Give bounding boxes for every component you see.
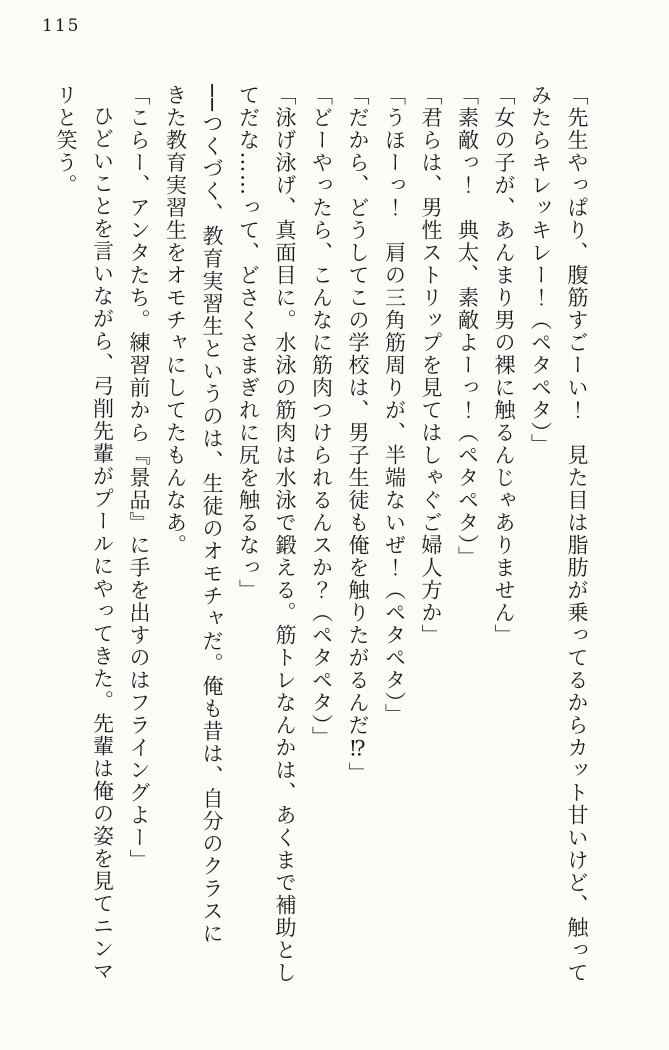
text-line: 「うほーっ！ 肩の三角筋周りが、半端ないぜ！（ペタペタ）」 (382, 84, 407, 726)
text-line: 「先生やっぱり、腹筋すごーい！ 見た目は脂肪が乗ってるからカット甘いけど、触って (565, 84, 589, 984)
page-text (48, 84, 596, 1006)
page-number: 115 (42, 16, 81, 36)
text-line: 「こらー、アンタたち。練習前から『景品』に手を出すのはフライングよー」 (127, 84, 151, 872)
text-line: 「だから、どうしてこの学校は、男子生徒も俺を触りたがるんだ⁉」 (346, 84, 370, 785)
text-line: リと笑う。 (54, 84, 78, 197)
text-line: てだな……って、どさくさまぎれに尻を触るなっ」 (236, 84, 261, 602)
text-line: きた教育実習生をオモチャにしてたもんなあ。 (163, 84, 188, 557)
text-line: 「君らは、男性ストリップを見てはしゃぐご婦人方か」 (419, 84, 443, 647)
text-line: 「素敵っ！ 典太、素敵よーっ！（ペタペタ）」 (455, 84, 480, 569)
text-line: ──つくづく、教育実習生というのは、生徒のオモチャだ。俺も昔は、自分のクラスに (200, 84, 224, 945)
text-line: 「どーやったら、こんなに筋肉つけられるんスか？（ペタペタ）」 (309, 84, 334, 749)
text-line: 「泳げ泳げ、真面目に。水泳の筋肉は水泳で鍛える。筋トレなんかは、あくまで補助とし (273, 84, 297, 984)
text-line: ひどいことを言いながら、弓削先輩がプールにやってきた。先輩は俺の姿を見てニンマ (90, 105, 115, 983)
text-line: みたらキレッキレー！（ペタペタ）」 (528, 84, 553, 456)
text-line: 「女の子が、あんまり男の裸に触るんじゃありません」 (492, 84, 516, 647)
